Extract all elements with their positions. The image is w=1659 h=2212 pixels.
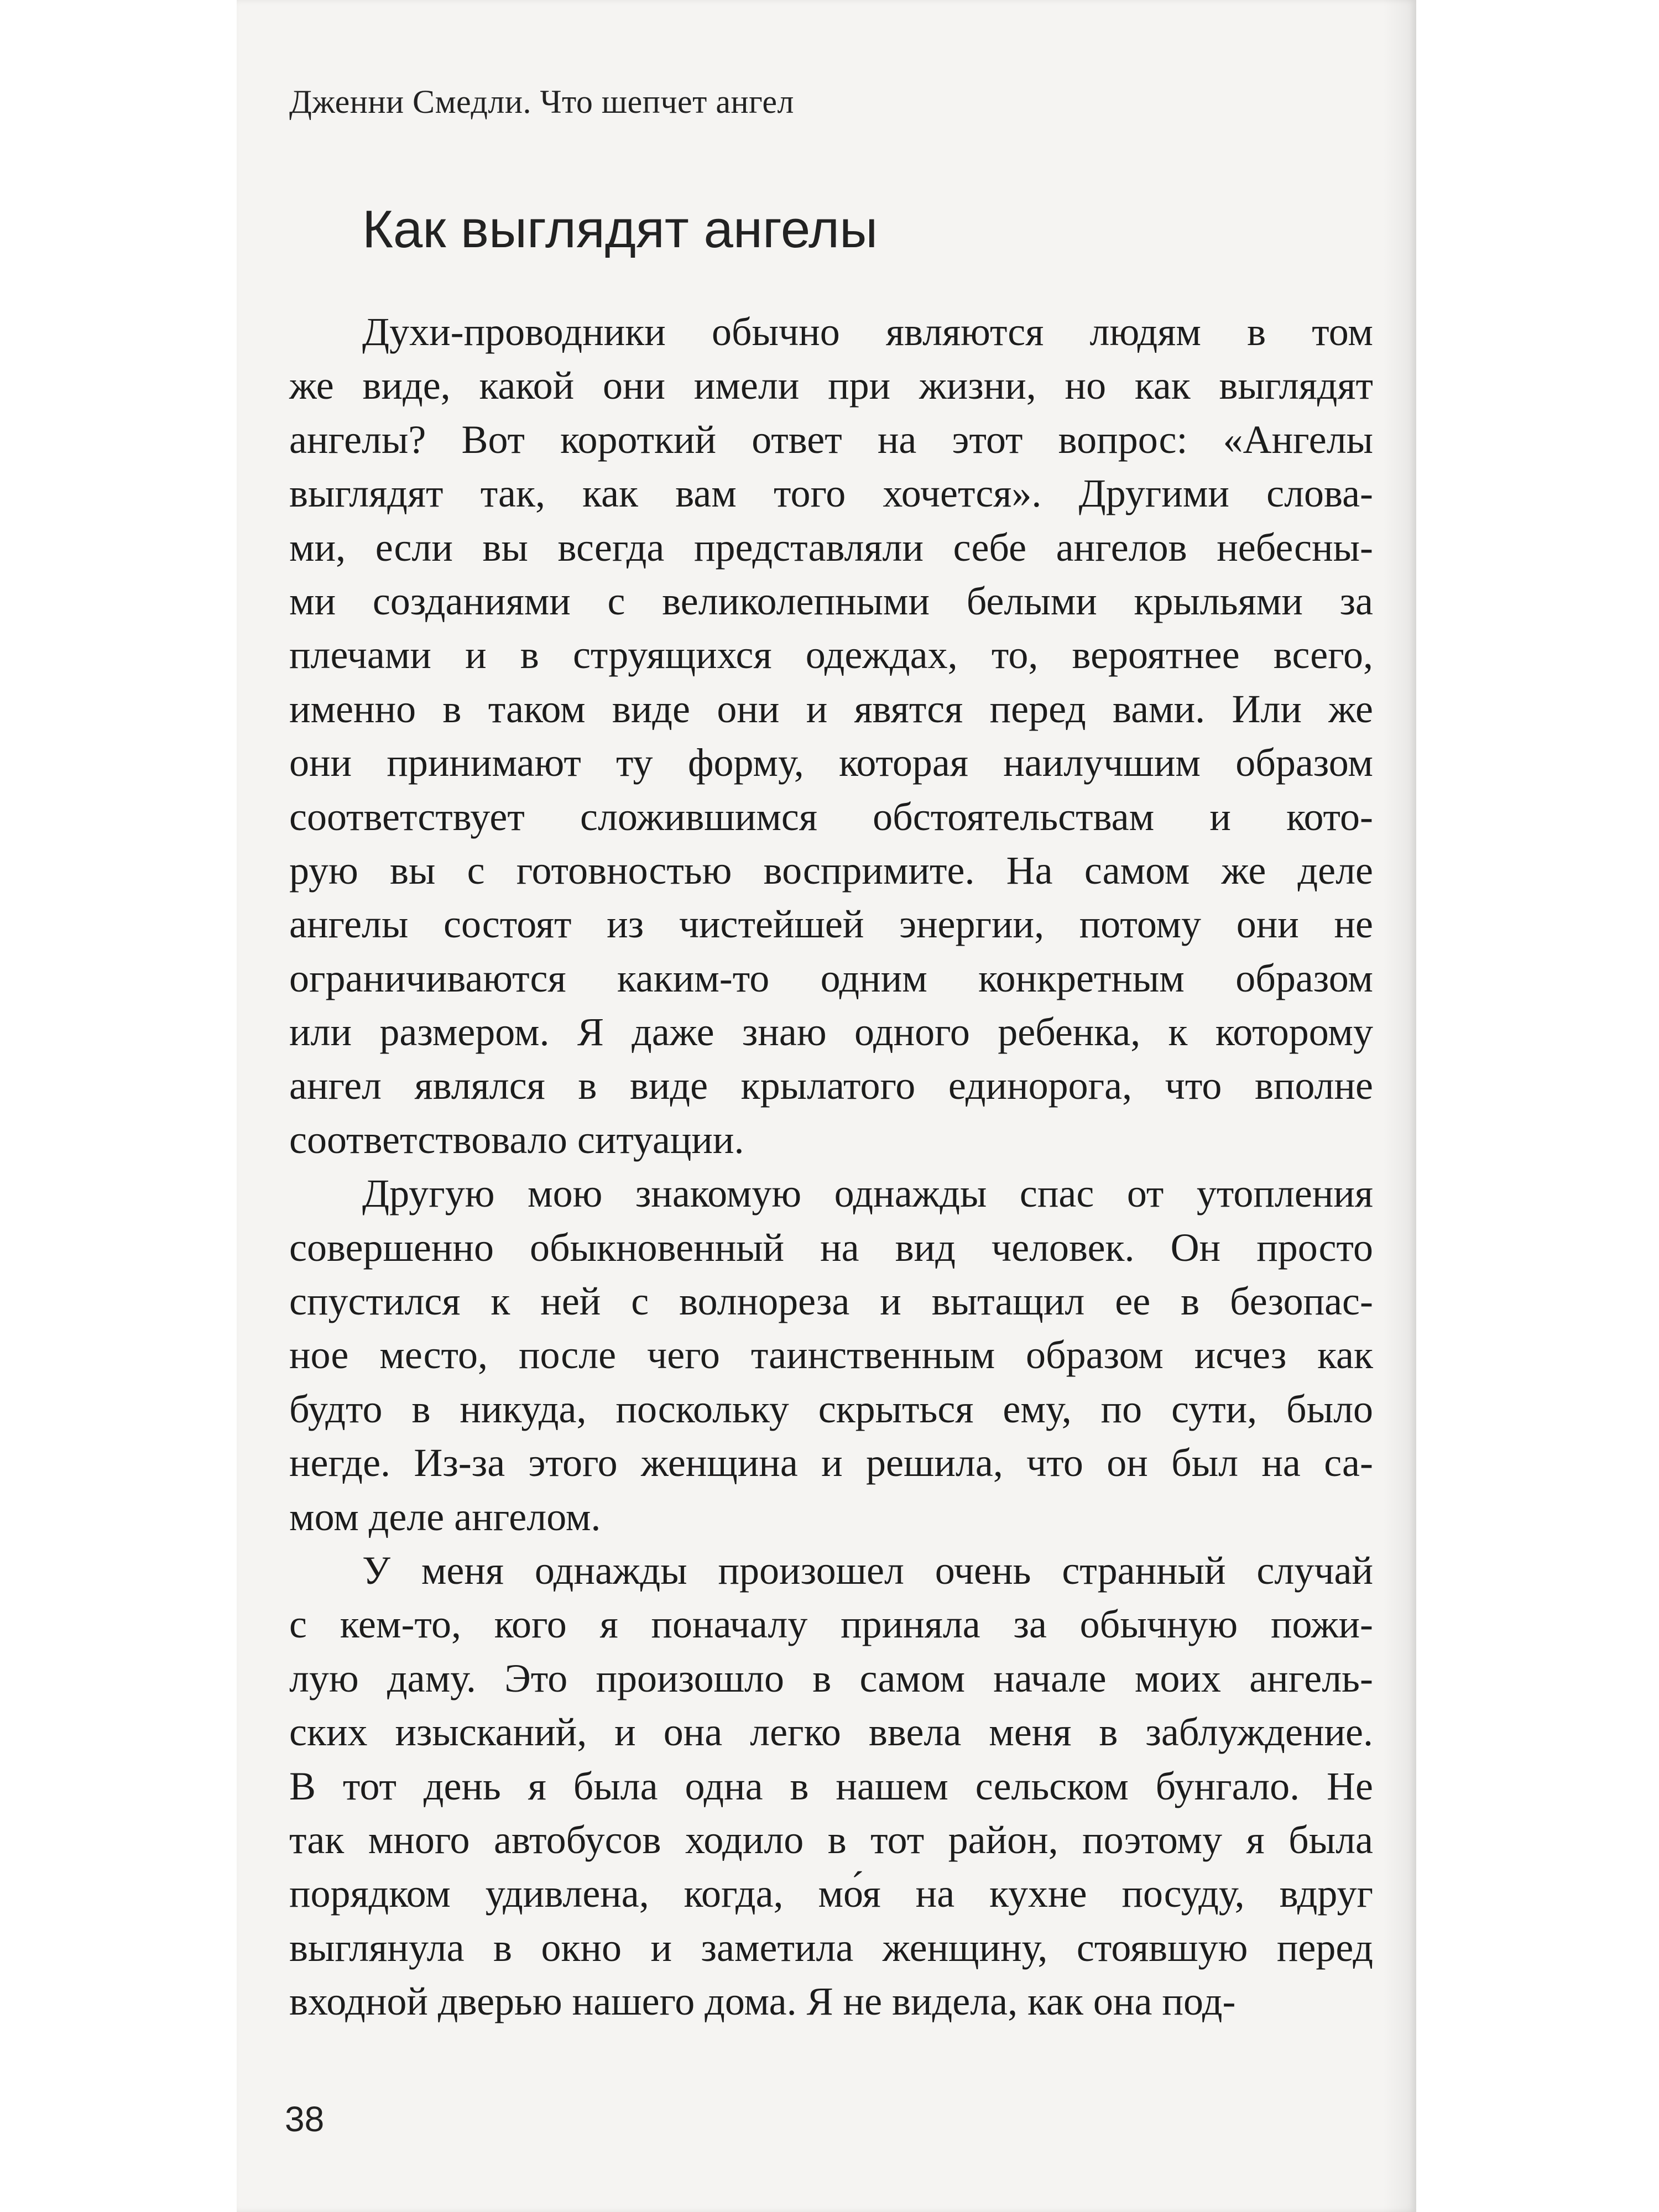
text-line: с кем-то, кого я поначалу приняла за обычную пожи-	[289, 1602, 1373, 1647]
text-line: В тот день я была одна в нашем сельском бунгало. Не	[289, 1764, 1373, 1808]
text-line: лую даму. Это произошло в самом начале моих ангель-	[289, 1656, 1373, 1700]
text-line: мом деле ангелом.	[289, 1494, 601, 1539]
text-line: совершенно обыкновенный на вид человек. Он просто	[289, 1225, 1373, 1270]
text-line: так много автобусов ходило в тот район, поэтому я была	[289, 1817, 1373, 1862]
section-title: Как выглядят ангелы	[362, 200, 878, 259]
text-line: ное место, после чего таинственным образом исчез как	[289, 1333, 1373, 1378]
text-line: выглядят так, как вам того хочется». Другими слова-	[289, 471, 1373, 516]
text-line: Духи-проводники обычно являются людям в том	[362, 310, 1373, 354]
text-line: ангелы? Вот короткий ответ на этот вопрос: «Ангелы	[289, 417, 1373, 462]
text-line: У меня однажды произошел очень странный случай	[362, 1548, 1373, 1593]
page-number: 38	[285, 2099, 325, 2139]
paragraph-3	[289, 1544, 1373, 2029]
text-line: рую вы с готовностью воспримите. На самом же деле	[289, 848, 1373, 893]
body-text	[289, 305, 1373, 2029]
text-line: ми созданиями с великолепными белыми крыльями за	[289, 578, 1373, 623]
paragraph-1	[289, 305, 1373, 1167]
text-line: ангелы состоят из чистейшей энергии, потому они не	[289, 902, 1373, 947]
text-line: ограничиваются каким-то одним конкретным образом	[289, 956, 1373, 1000]
paragraph-2	[289, 1167, 1373, 1544]
text-line: соответствовало ситуации.	[289, 1117, 744, 1162]
page-edge-shadow	[1383, 0, 1416, 2212]
text-line: или размером. Я даже знаю одного ребенка, к которому	[289, 1010, 1373, 1055]
text-line: ангел являлся в виде крылатого единорога, что вполне	[289, 1063, 1373, 1108]
text-line: порядком удивлена, когда, мо́я на кухне посуду, вдруг	[289, 1871, 1373, 1916]
text-line: же виде, какой они имели при жизни, но как выглядят	[289, 363, 1373, 408]
text-line: выглянула в окно и заметила женщину, стоявшую перед	[289, 1925, 1373, 1970]
text-line: именно в таком виде они и явятся перед вами. Или же	[289, 686, 1373, 731]
text-line: спустился к ней с волнореза и вытащил ее в безопас-	[289, 1279, 1373, 1324]
text-line: соответствует сложившимся обстоятельствам и кото-	[289, 794, 1373, 839]
text-line: они принимают ту форму, которая наилучшим образом	[289, 740, 1373, 785]
text-line: ских изысканий, и она легко ввела меня в заблуждение.	[289, 1710, 1373, 1755]
text-line: Другую мою знакомую однажды спас от утопления	[362, 1171, 1373, 1216]
running-head: Дженни Смедли. Что шепчет ангел	[289, 84, 794, 120]
text-line: входной дверью нашего дома. Я не видела, как она под-	[289, 1979, 1236, 2024]
text-line: ми, если вы всегда представляли себе ангелов небесны-	[289, 525, 1373, 570]
text-line: будто в никуда, поскольку скрыться ему, по сути, было	[289, 1386, 1373, 1431]
text-line: плечами и в струящихся одеждах, то, вероятнее всего,	[289, 633, 1373, 677]
text-line: негде. Из-за этого женщина и решила, что он был на са-	[289, 1441, 1373, 1485]
